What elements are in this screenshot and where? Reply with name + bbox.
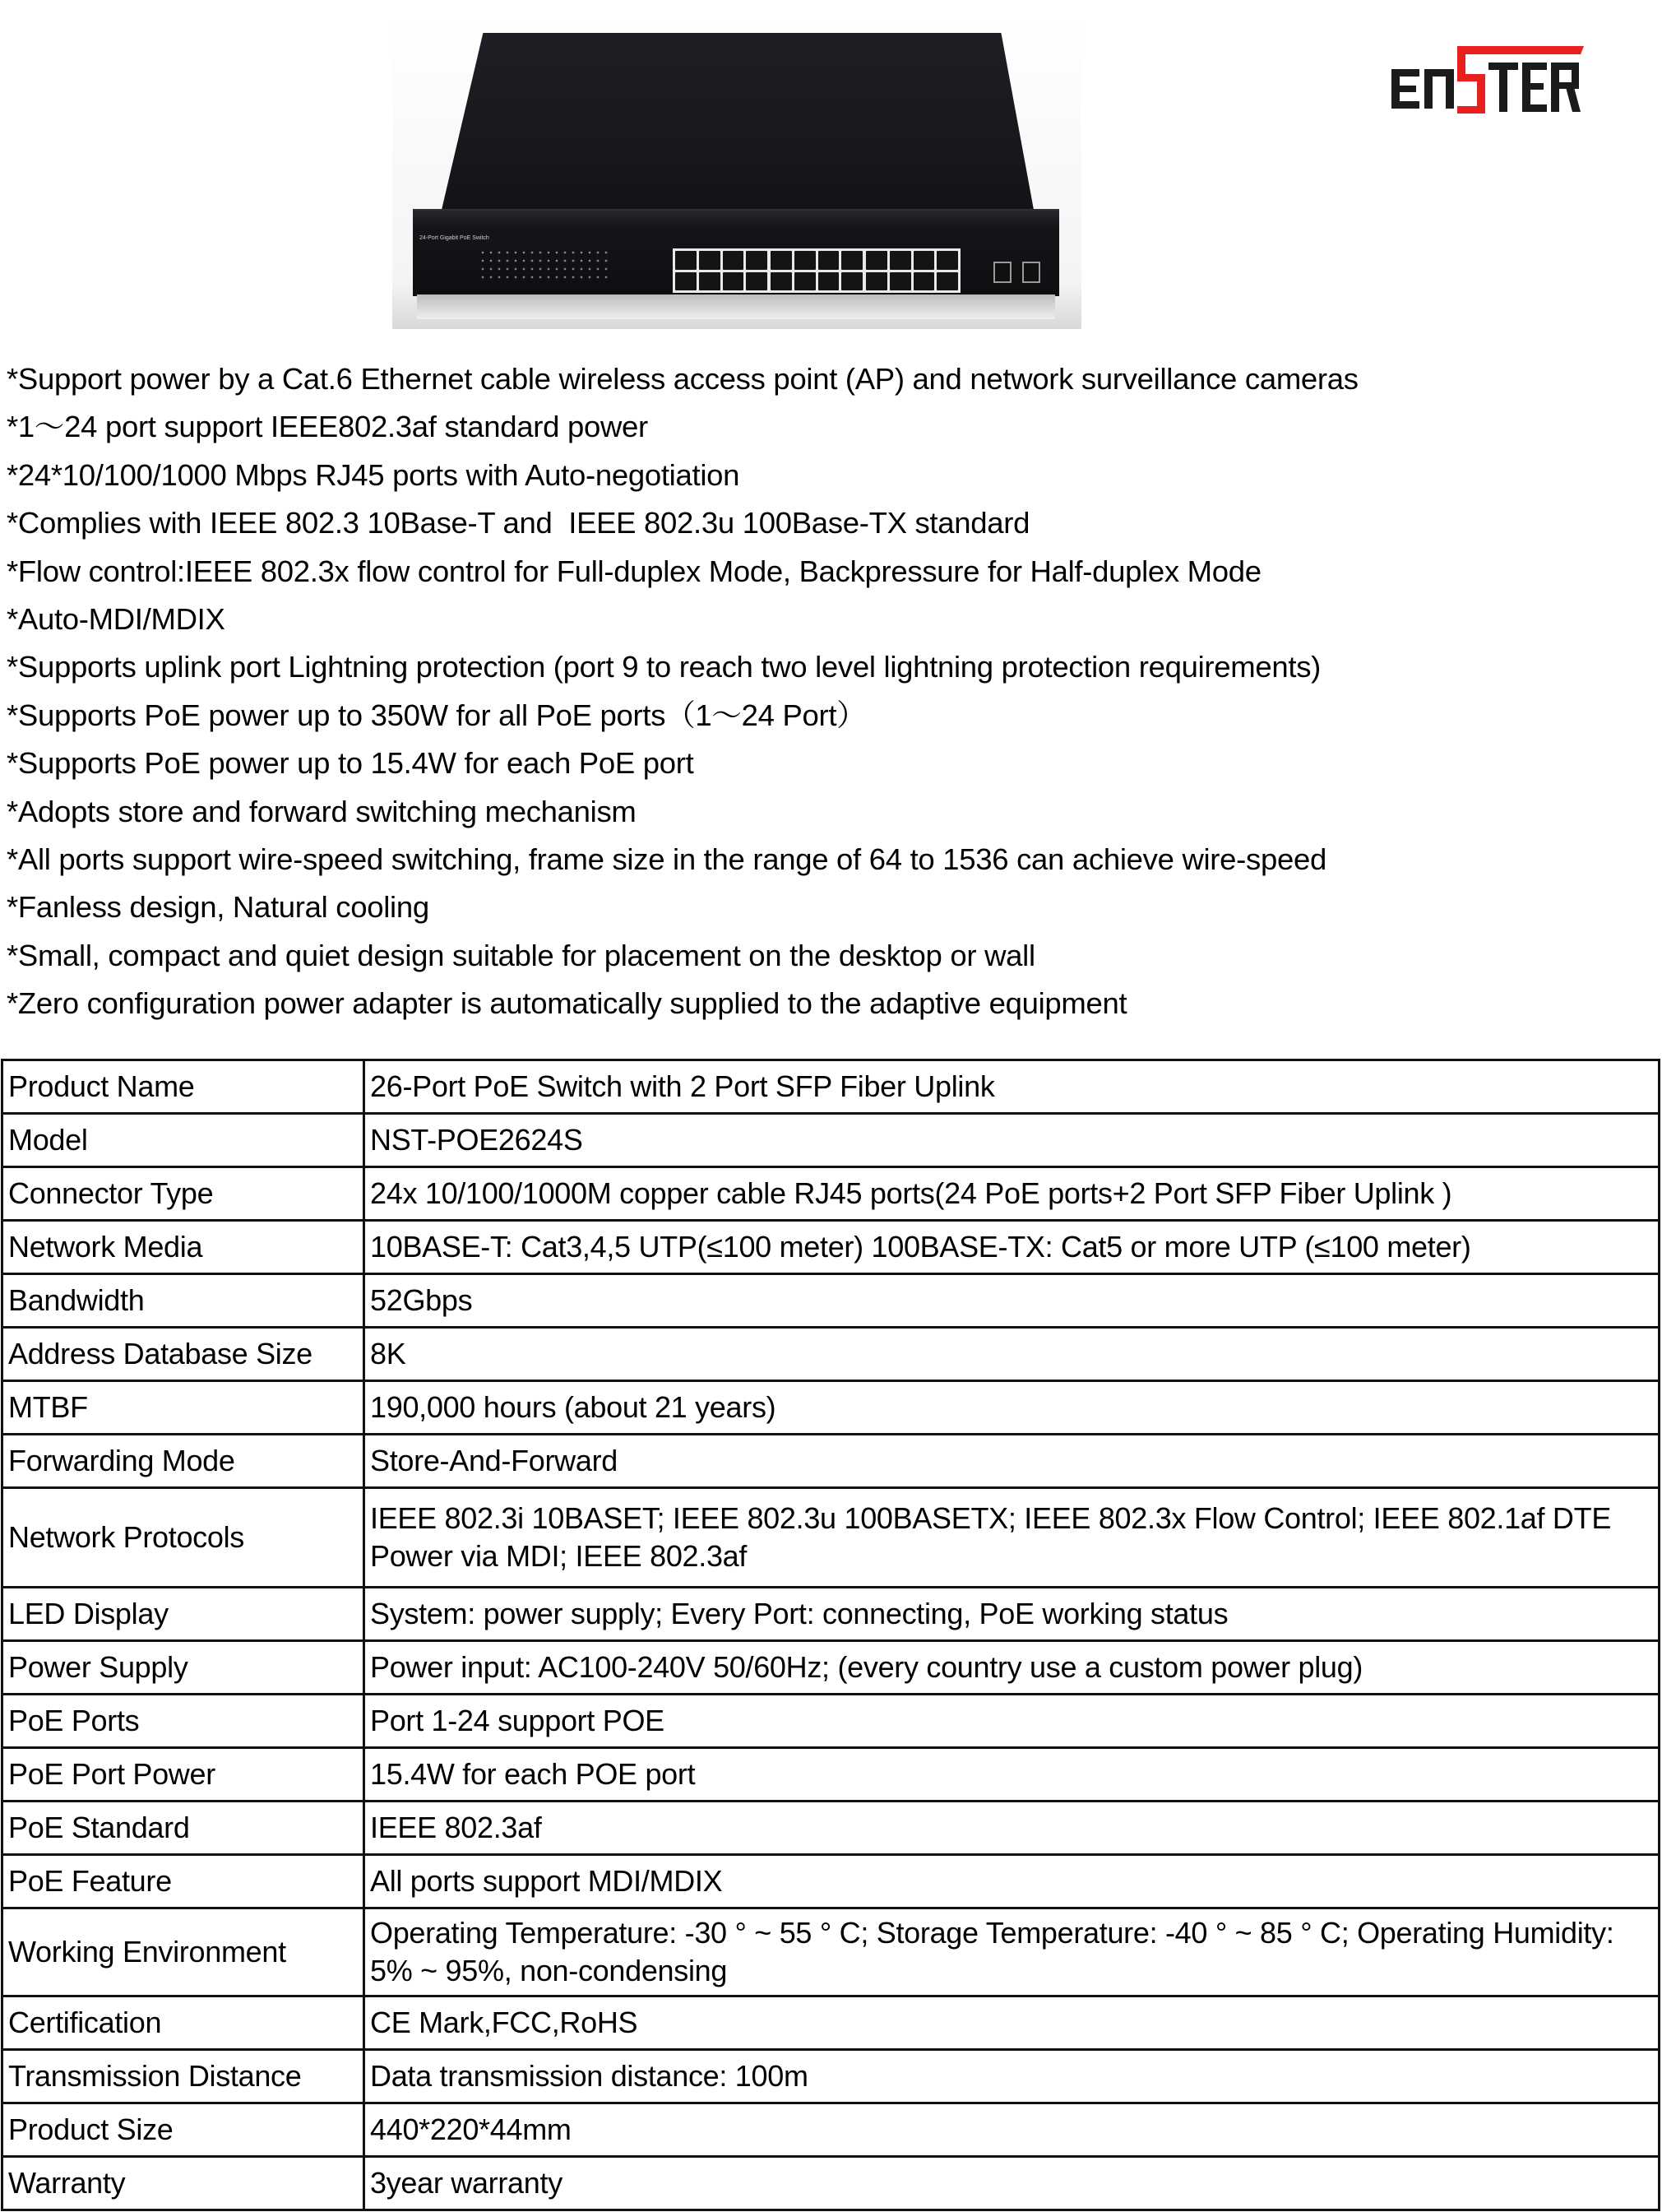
spec-row-product-name bbox=[2, 1060, 1660, 1114]
enster-logo bbox=[1390, 36, 1587, 127]
switch-front-panel bbox=[413, 209, 1059, 296]
spec-row-address-database-size bbox=[2, 1328, 1660, 1381]
spec-value: 8K bbox=[364, 1328, 1660, 1381]
spec-value: 26-Port PoE Switch with 2 Port SFP Fiber Uplink bbox=[364, 1060, 1660, 1114]
spec-key: PoE Feature bbox=[2, 1855, 364, 1908]
spec-row-poe-feature bbox=[2, 1855, 1660, 1908]
spec-key: PoE Port Power bbox=[2, 1748, 364, 1802]
spec-value: 24x 10/100/1000M copper cable RJ45 ports(24 PoE ports+2 Port SFP Fiber Uplink ) bbox=[364, 1167, 1660, 1221]
spec-value: Power input: AC100-240V 50/60Hz; (every country use a custom power plug) bbox=[364, 1641, 1660, 1695]
rj45-port bbox=[890, 272, 911, 291]
spec-row-network-protocols bbox=[2, 1488, 1660, 1588]
spec-value: IEEE 802.3i 10BASET; IEEE 802.3u 100BASETX; IEEE 802.3x Flow Control; IEEE 802.1af DTE Power via MDI; IEEE 802.3af bbox=[364, 1488, 1660, 1588]
feature-item: *Support power by a Cat.6 Ethernet cable wireless access point (AP) and network surveillance cameras bbox=[7, 362, 1359, 396]
rj45-port bbox=[699, 251, 720, 270]
rj45-port bbox=[746, 272, 767, 291]
rj45-port bbox=[675, 272, 697, 291]
rj45-port bbox=[937, 272, 958, 291]
spec-key: Transmission Distance bbox=[2, 2050, 364, 2103]
feature-item: *Auto-MDI/MDIX bbox=[7, 601, 225, 636]
rj45-port bbox=[771, 272, 792, 291]
feature-item: *Fanless design, Natural cooling bbox=[7, 890, 429, 925]
spec-key: Forwarding Mode bbox=[2, 1435, 364, 1488]
spec-value: CE Mark,FCC,RoHS bbox=[364, 1996, 1660, 2050]
spec-value: All ports support MDI/MDIX bbox=[364, 1855, 1660, 1908]
spec-value: System: power supply; Every Port: connecting, PoE working status bbox=[364, 1588, 1660, 1641]
logo-letter-t bbox=[1488, 63, 1518, 112]
logo-letter-e bbox=[1391, 69, 1419, 109]
feature-item: *Small, compact and quiet design suitable for placement on the desktop or wall bbox=[7, 938, 1035, 972]
spec-row-bandwidth bbox=[2, 1274, 1660, 1328]
rj45-port bbox=[914, 251, 935, 270]
spec-value: IEEE 802.3af bbox=[364, 1802, 1660, 1855]
feature-item: *Complies with IEEE 802.3 10Base-T and IEEE 802.3u 100Base-TX standard bbox=[7, 506, 1030, 540]
spec-key: Warranty bbox=[2, 2157, 364, 2210]
rj45-port-group-2 bbox=[768, 248, 865, 293]
spec-value: 52Gbps bbox=[364, 1274, 1660, 1328]
sfp-port bbox=[1022, 262, 1040, 283]
feature-item: *Flow control:IEEE 802.3x flow control for Full-duplex Mode, Backpressure for Half-duplex Mode bbox=[7, 554, 1262, 588]
spec-value: NST-POE2624S bbox=[364, 1114, 1660, 1167]
led-indicator-panel bbox=[479, 248, 610, 281]
spec-key: PoE Standard bbox=[2, 1802, 364, 1855]
spec-row-model bbox=[2, 1114, 1660, 1167]
rj45-port bbox=[841, 251, 863, 270]
spec-value: 10BASE-T: Cat3,4,5 UTP(≤100 meter) 100BASE-TX: Cat5 or more UTP (≤100 meter) bbox=[364, 1221, 1660, 1274]
sfp-port bbox=[993, 262, 1012, 283]
spec-row-led-display bbox=[2, 1588, 1660, 1641]
spec-key: PoE Ports bbox=[2, 1695, 364, 1748]
spec-row-mtbf bbox=[2, 1381, 1660, 1435]
rj45-port bbox=[794, 251, 816, 270]
spec-key: MTBF bbox=[2, 1381, 364, 1435]
rj45-port bbox=[771, 251, 792, 270]
product-photo bbox=[392, 18, 1081, 329]
logo-letter-r bbox=[1551, 63, 1581, 112]
rj45-port bbox=[818, 251, 840, 270]
switch-top-cover bbox=[442, 33, 1034, 210]
spec-table bbox=[1, 1059, 1660, 2211]
spec-key: Connector Type bbox=[2, 1167, 364, 1221]
rj45-port bbox=[723, 272, 744, 291]
switch-shadow bbox=[417, 294, 1055, 319]
feature-item: *Supports PoE power up to 350W for all PoE ports（1～24 Port） bbox=[7, 698, 867, 732]
spec-row-poe-port-power bbox=[2, 1748, 1660, 1802]
logo-letter-n bbox=[1424, 69, 1454, 109]
spec-key: LED Display bbox=[2, 1588, 364, 1641]
spec-key: Network Protocols bbox=[2, 1488, 364, 1588]
spec-key: Working Environment bbox=[2, 1908, 364, 1996]
spec-row-forwarding-mode bbox=[2, 1435, 1660, 1488]
spec-value: Data transmission distance: 100m bbox=[364, 2050, 1660, 2103]
rj45-port-group-3 bbox=[863, 248, 961, 293]
spec-key: Product Name bbox=[2, 1060, 364, 1114]
spec-key: Certification bbox=[2, 1996, 364, 2050]
spec-row-warranty bbox=[2, 2157, 1660, 2210]
spec-row-poe-ports bbox=[2, 1695, 1660, 1748]
feature-item: *24*10/100/1000 Mbps RJ45 ports with Auto-negotiation bbox=[7, 457, 740, 492]
rj45-port bbox=[746, 251, 767, 270]
feature-item: *All ports support wire-speed switching, frame size in the range of 64 to 1536 can achieve wire-speed bbox=[7, 842, 1326, 876]
rj45-port bbox=[841, 272, 863, 291]
spec-value: 440*220*44mm bbox=[364, 2103, 1660, 2157]
logo-letter-e2 bbox=[1522, 63, 1547, 112]
feature-item: *Supports uplink port Lightning protection (port 9 to reach two level lightning protection requirements) bbox=[7, 650, 1322, 684]
feature-item: *Supports PoE power up to 15.4W for each PoE port bbox=[7, 746, 694, 781]
spec-row-poe-standard bbox=[2, 1802, 1660, 1855]
rj45-port bbox=[794, 272, 816, 291]
spec-key: Model bbox=[2, 1114, 364, 1167]
rj45-port bbox=[723, 251, 744, 270]
spec-row-working-environment bbox=[2, 1908, 1660, 1996]
spec-value: Operating Temperature: -30 ° ~ 55 ° C; Storage Temperature: -40 ° ~ 85 ° C; Operating Humidity: 5% ~ 95%, non-condensing bbox=[364, 1908, 1660, 1996]
feature-item: *1～24 port support IEEE802.3af standard power bbox=[7, 410, 648, 444]
spec-value: 15.4W for each POE port bbox=[364, 1748, 1660, 1802]
rj45-port bbox=[866, 272, 887, 291]
spec-value: Port 1-24 support POE bbox=[364, 1695, 1660, 1748]
feature-list bbox=[7, 355, 1359, 1027]
rj45-port bbox=[699, 272, 720, 291]
spec-value: Store-And-Forward bbox=[364, 1435, 1660, 1488]
rj45-port-group-1 bbox=[673, 248, 770, 293]
spec-value: 3year warranty bbox=[364, 2157, 1660, 2210]
spec-row-transmission-distance bbox=[2, 2050, 1660, 2103]
spec-value: 190,000 hours (about 21 years) bbox=[364, 1381, 1660, 1435]
spec-row-power-supply bbox=[2, 1641, 1660, 1695]
feature-item: *Zero configuration power adapter is automatically supplied to the adaptive equipment bbox=[7, 986, 1127, 1021]
spec-key: Network Media bbox=[2, 1221, 364, 1274]
spec-row-connector-type bbox=[2, 1167, 1660, 1221]
spec-key: Bandwidth bbox=[2, 1274, 364, 1328]
spec-key: Power Supply bbox=[2, 1641, 364, 1695]
rj45-port bbox=[890, 251, 911, 270]
spec-key: Product Size bbox=[2, 2103, 364, 2157]
switch-model-label: 24-Port Gigabit PoE Switch bbox=[419, 235, 489, 241]
spec-row-network-media bbox=[2, 1221, 1660, 1274]
rj45-port bbox=[866, 251, 887, 270]
logo-letter-s bbox=[1457, 46, 1584, 114]
spec-key: Address Database Size bbox=[2, 1328, 364, 1381]
rj45-port bbox=[818, 272, 840, 291]
rj45-port bbox=[937, 251, 958, 270]
spec-row-product-size bbox=[2, 2103, 1660, 2157]
rj45-port bbox=[675, 251, 697, 270]
feature-item: *Adopts store and forward switching mechanism bbox=[7, 794, 637, 828]
spec-row-certification bbox=[2, 1996, 1660, 2050]
rj45-port bbox=[914, 272, 935, 291]
